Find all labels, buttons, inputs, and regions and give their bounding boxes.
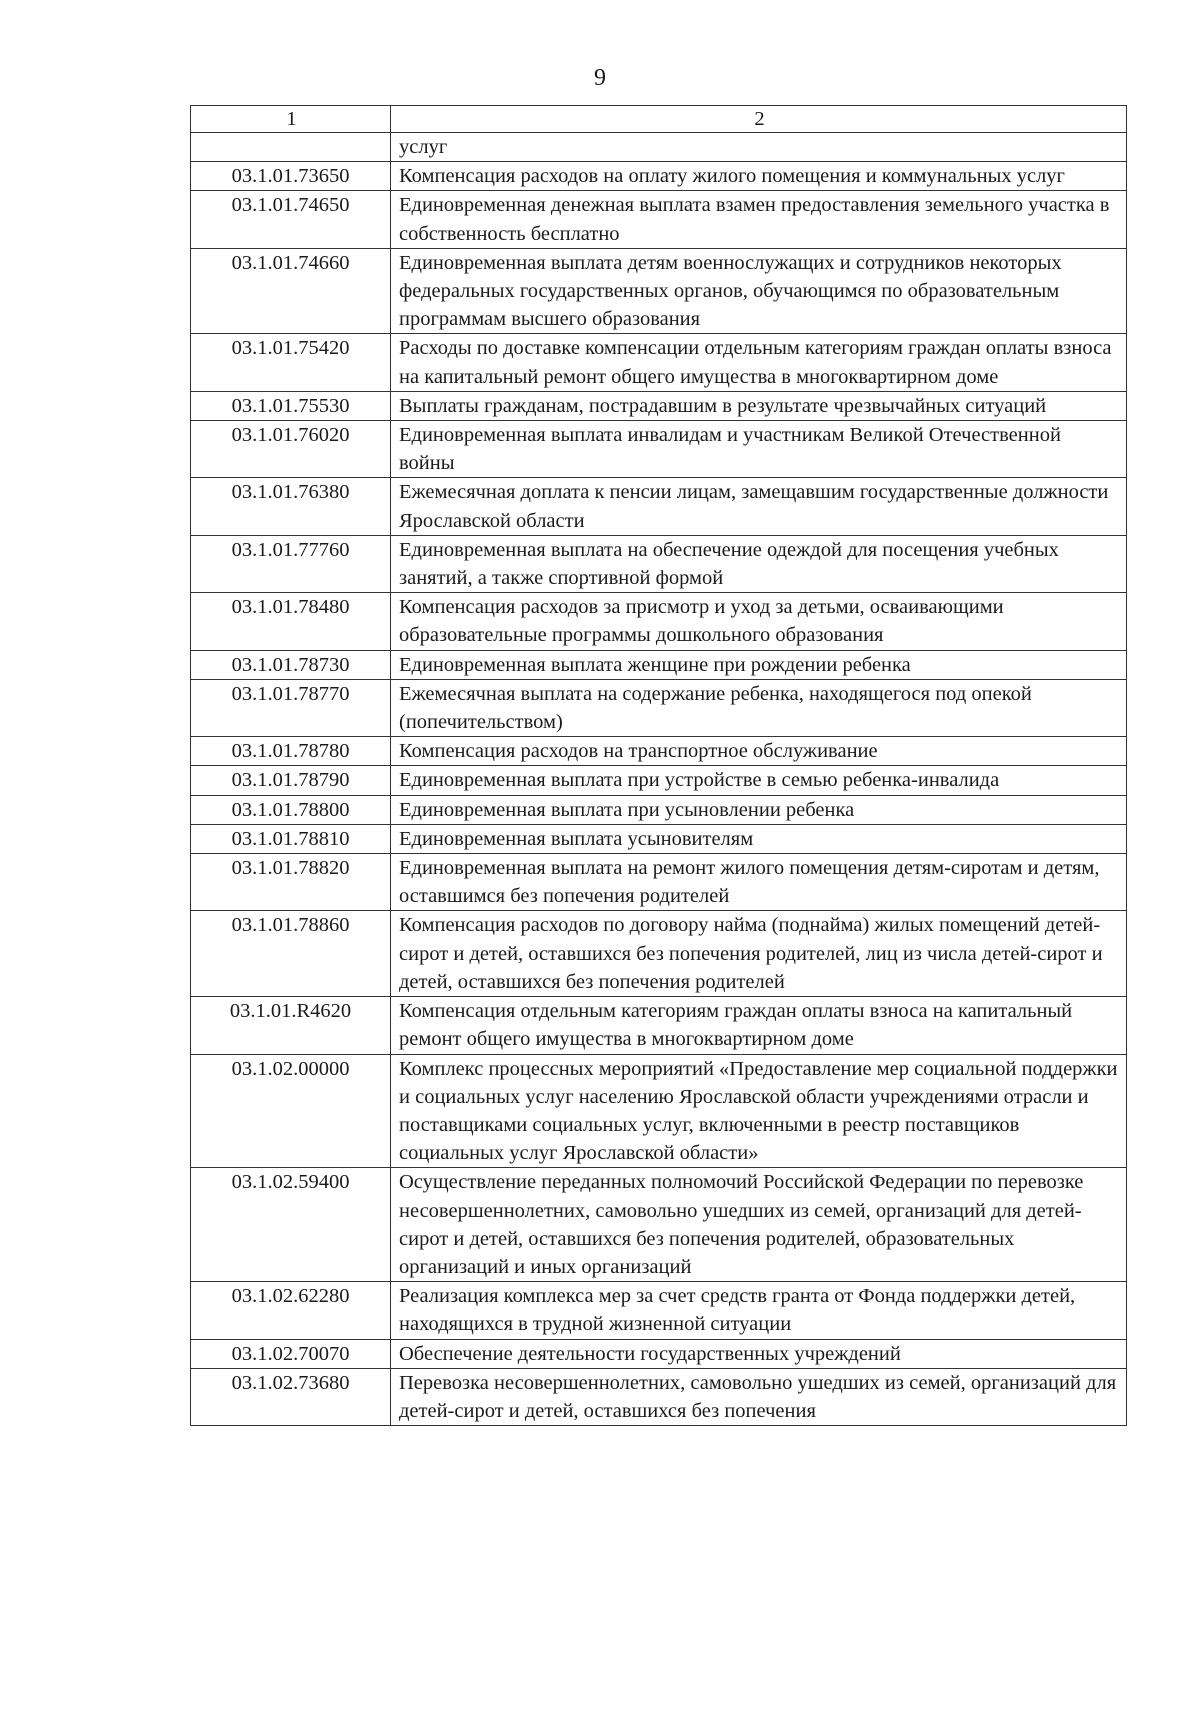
budget-code-cell: 03.1.01.78800 (191, 795, 391, 824)
table-row (191, 593, 1127, 650)
table-row (191, 1368, 1127, 1425)
budget-code-cell: 03.1.01.75530 (191, 391, 391, 420)
table-row (191, 248, 1127, 334)
expense-name-cell: Единовременная выплата на ремонт жилого помещения детям-сиротам и детям, оставшимся без попечения родителей (391, 854, 1127, 911)
budget-code-cell: 03.1.01.73650 (191, 162, 391, 191)
expense-name-cell: Единовременная выплата при устройстве в семью ребенка-инвалида (391, 766, 1127, 795)
scan-artifact-line (420, 1694, 1120, 1697)
expense-name-cell: Выплаты гражданам, пострадавшим в результате чрезвычайных ситуаций (391, 391, 1127, 420)
expense-name-cell: Компенсация расходов на транспортное обслуживание (391, 737, 1127, 766)
expense-name-cell: Компенсация расходов на оплату жилого помещения и коммунальных услуг (391, 162, 1127, 191)
column-header-2: 2 (391, 106, 1127, 133)
budget-code-table (190, 105, 1127, 1426)
page-number: 9 (594, 65, 606, 91)
expense-name-cell: Компенсация расходов по договору найма (поднайма) жилых помещений детей-сирот и детей, оставшихся без попечения родителей, лиц из числа детей-сирот и детей, оставшихся без попечения родителей (391, 911, 1127, 997)
column-header-1: 1 (191, 106, 391, 133)
table-row (191, 795, 1127, 824)
expense-name-cell: Единовременная выплата на обеспечение одеждой для посещения учебных занятий, а также спортивной формой (391, 535, 1127, 592)
expense-name-cell: Единовременная денежная выплата взамен предоставления земельного участка в собственность бесплатно (391, 191, 1127, 248)
table-row (191, 824, 1127, 853)
budget-code-cell (191, 133, 391, 162)
expense-name-cell: Перевозка несовершеннолетних, самовольно ушедших из семей, организаций для детей-сирот и детей, оставшихся без попечения (391, 1368, 1127, 1425)
table-row (191, 1282, 1127, 1339)
expense-name-cell: Единовременная выплата усыновителям (391, 824, 1127, 853)
table-row (191, 679, 1127, 736)
table-row (191, 737, 1127, 766)
budget-code-cell: 03.1.01.76380 (191, 478, 391, 535)
budget-code-cell: 03.1.01.78860 (191, 911, 391, 997)
budget-code-cell: 03.1.01.78820 (191, 854, 391, 911)
expense-name-cell: Единовременная выплата детям военнослужащих и сотрудников некоторых федеральных государственных органов, обучающимся по образовательным программам высшего образования (391, 248, 1127, 334)
table-row (191, 1054, 1127, 1168)
table-row (191, 997, 1127, 1054)
budget-code-cell: 03.1.01.78780 (191, 737, 391, 766)
expense-name-cell: Осуществление переданных полномочий Российской Федерации по перевозке несовершеннолетних, самовольно ушедших из семей, организаций для детей-сирот и детей, оставшихся без попечения родителей, образовательных организаций и иных организаций (391, 1168, 1127, 1282)
budget-code-cell: 03.1.01.76020 (191, 421, 391, 478)
budget-code-cell: 03.1.02.73680 (191, 1368, 391, 1425)
expense-name-cell: Ежемесячная выплата на содержание ребенка, находящегося под опекой (попечительством) (391, 679, 1127, 736)
table-body (191, 133, 1127, 1426)
expense-name-cell: услуг (391, 133, 1127, 162)
expense-name-cell: Обеспечение деятельности государственных учреждений (391, 1339, 1127, 1368)
table-row (191, 1339, 1127, 1368)
expense-name-cell: Единовременная выплата инвалидам и участникам Великой Отечественной войны (391, 421, 1127, 478)
table-row (191, 854, 1127, 911)
table-row (191, 766, 1127, 795)
budget-code-cell: 03.1.01.74660 (191, 248, 391, 334)
table-row (191, 535, 1127, 592)
budget-code-cell: 03.1.02.70070 (191, 1339, 391, 1368)
expense-name-cell: Компенсация отдельным категориям граждан оплаты взноса на капитальный ремонт общего имущества в многоквартирном доме (391, 997, 1127, 1054)
budget-code-cell: 03.1.02.62280 (191, 1282, 391, 1339)
expense-name-cell: Единовременная выплата женщине при рождении ребенка (391, 650, 1127, 679)
table-row (191, 421, 1127, 478)
table-row (191, 162, 1127, 191)
budget-code-cell: 03.1.01.75420 (191, 334, 391, 391)
budget-code-cell: 03.1.01.77760 (191, 535, 391, 592)
budget-code-cell: 03.1.01.78770 (191, 679, 391, 736)
expense-name-cell: Комплекс процессных мероприятий «Предоставление мер социальной поддержки и социальных услуг населению Ярославской области учреждениями отрасли и поставщиками социальных услуг, включенными в реестр поставщиков социальных услуг Ярославской области» (391, 1054, 1127, 1168)
budget-code-cell: 03.1.01.R4620 (191, 997, 391, 1054)
budget-code-cell: 03.1.01.78790 (191, 766, 391, 795)
budget-code-cell: 03.1.01.78730 (191, 650, 391, 679)
expense-name-cell: Компенсация расходов за присмотр и уход за детьми, осваивающими образовательные программы дошкольного образования (391, 593, 1127, 650)
expense-name-cell: Ежемесячная доплата к пенсии лицам, замещавшим государственные должности Ярославской области (391, 478, 1127, 535)
table-row (191, 334, 1127, 391)
expense-name-cell: Реализация комплекса мер за счет средств гранта от Фонда поддержки детей, находящихся в трудной жизненной ситуации (391, 1282, 1127, 1339)
table-header (191, 106, 1127, 133)
table-row (191, 191, 1127, 248)
table-row (191, 1168, 1127, 1282)
table-row (191, 133, 1127, 162)
expense-name-cell: Единовременная выплата при усыновлении ребенка (391, 795, 1127, 824)
budget-code-cell: 03.1.02.00000 (191, 1054, 391, 1168)
budget-code-cell: 03.1.01.74650 (191, 191, 391, 248)
table-row (191, 391, 1127, 420)
table-row (191, 478, 1127, 535)
table-row (191, 650, 1127, 679)
header-row (191, 106, 1127, 133)
budget-code-cell: 03.1.01.78810 (191, 824, 391, 853)
budget-code-cell: 03.1.01.78480 (191, 593, 391, 650)
expense-name-cell: Расходы по доставке компенсации отдельным категориям граждан оплаты взноса на капитальный ремонт общего имущества в многоквартирном доме (391, 334, 1127, 391)
budget-code-cell: 03.1.02.59400 (191, 1168, 391, 1282)
table-row (191, 911, 1127, 997)
